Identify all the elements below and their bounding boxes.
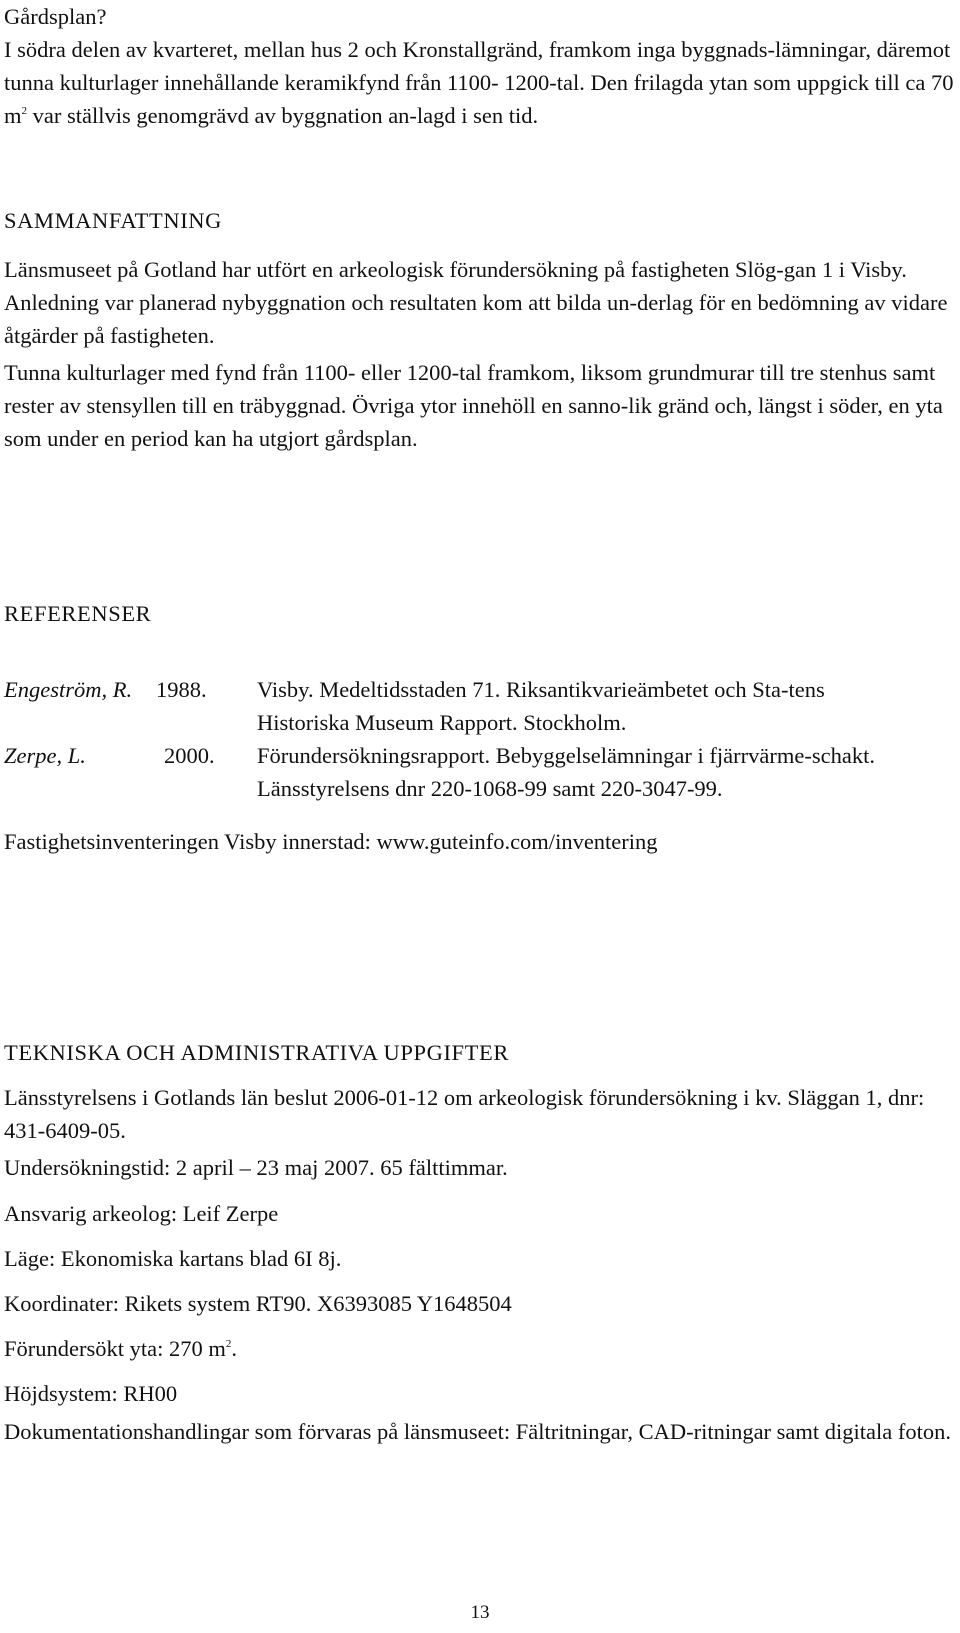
reference-item [4, 673, 956, 739]
intro-text-part1: I södra delen av kvarteret, mellan hus 2 och Kronstallgränd, framkom inga byggnads-lämningar, däremot tunna kulturlager innehållande keramikfynd från 1100- 1200-tal. Den frilagda ytan som uppgick till ca 70 m [4, 37, 954, 128]
archaeologist-line: Ansvarig arkeolog: Leif Zerpe [4, 1201, 279, 1226]
height-system-line: Höjdsystem: RH00 [4, 1381, 178, 1406]
references-heading: REFERENSER [4, 601, 152, 626]
reference-list [4, 673, 956, 805]
technical-heading: TEKNISKA OCH ADMINISTRATIVA UPPGIFTER [4, 1040, 509, 1065]
documentation-line: Dokumentationshandlingar som förvaras på länsmuseet: Fältritningar, CAD-ritningar samt digitala foton. [4, 1419, 952, 1444]
area-superscript: 2 [225, 1338, 232, 1350]
area-text: Förundersökt yta: 270 m [4, 1336, 226, 1361]
reference-text: Förundersökningsrapport. Bebyggelselämningar i fjärrvärme-schakt. Länsstyrelsens dnr 220-1068-99 samt 220-3047-99. [257, 743, 875, 801]
reference-text: Visby. Medeltidsstaden 71. Riksantikvarieämbetet och Sta-tens Historiska Museum Rapport. Stockholm. [257, 677, 825, 735]
coordinates-line: Koordinater: Rikets system RT90. X6393085 Y1648504 [4, 1291, 512, 1316]
summary-heading: SAMMANFATTNING [4, 208, 222, 233]
decision-line: Länsstyrelsens i Gotlands län beslut 2006-01-12 om arkeologisk förundersökning i kv. Släggan 1, dnr: 431-6409-05. [4, 1085, 925, 1143]
references-section [4, 597, 956, 630]
intro-text-part2: var ställvis genomgrävd av byggnation an-lagd i sen tid. [27, 103, 539, 128]
reference-year: 2000. [164, 743, 215, 768]
summary-paragraph-2-wrap [4, 356, 956, 455]
area-line [4, 1332, 956, 1365]
area-text-end: . [231, 1336, 237, 1361]
intro-superscript: 2 [21, 105, 28, 117]
technical-section [4, 1036, 956, 1069]
intro-title: Gårdsplan? [4, 4, 107, 29]
summary-section [4, 204, 956, 237]
reference-year: 1988. [156, 677, 207, 702]
summary-paragraph-1: Länsmuseet på Gotland har utfört en arkeologisk förundersökning på fastigheten Slög-gan 1 i Visby. Anledning var planerad nybyggnation och resultaten kom att bilda un-derlag för en bedömning av vidare åtgärder på fastigheten. [4, 257, 948, 348]
intro-section [4, 0, 956, 132]
page-number: 13 [470, 1602, 490, 1623]
period-line: Undersökningstid: 2 april – 23 maj 2007. 65 fälttimmar. [4, 1155, 508, 1180]
web-reference-wrap [4, 825, 956, 858]
summary-paragraph-1-wrap [4, 253, 956, 352]
web-reference: Fastighetsinventeringen Visby innerstad: www.guteinfo.com/inventering [4, 829, 658, 854]
intro-paragraph [4, 33, 956, 132]
reference-author: Engeström, R. [4, 677, 133, 702]
reference-author: Zerpe, L. [4, 743, 86, 768]
location-line: Läge: Ekonomiska kartans blad 6I 8j. [4, 1246, 342, 1271]
summary-paragraph-2: Tunna kulturlager med fynd från 1100- eller 1200-tal framkom, liksom grundmurar till tre stenhus samt rester av stensyllen till en träbyggnad. Övriga ytor innehöll en sanno-lik gränd och, längst i söder, en yta som under en period kan ha utgjort gårdsplan. [4, 360, 943, 451]
reference-item [4, 739, 956, 805]
